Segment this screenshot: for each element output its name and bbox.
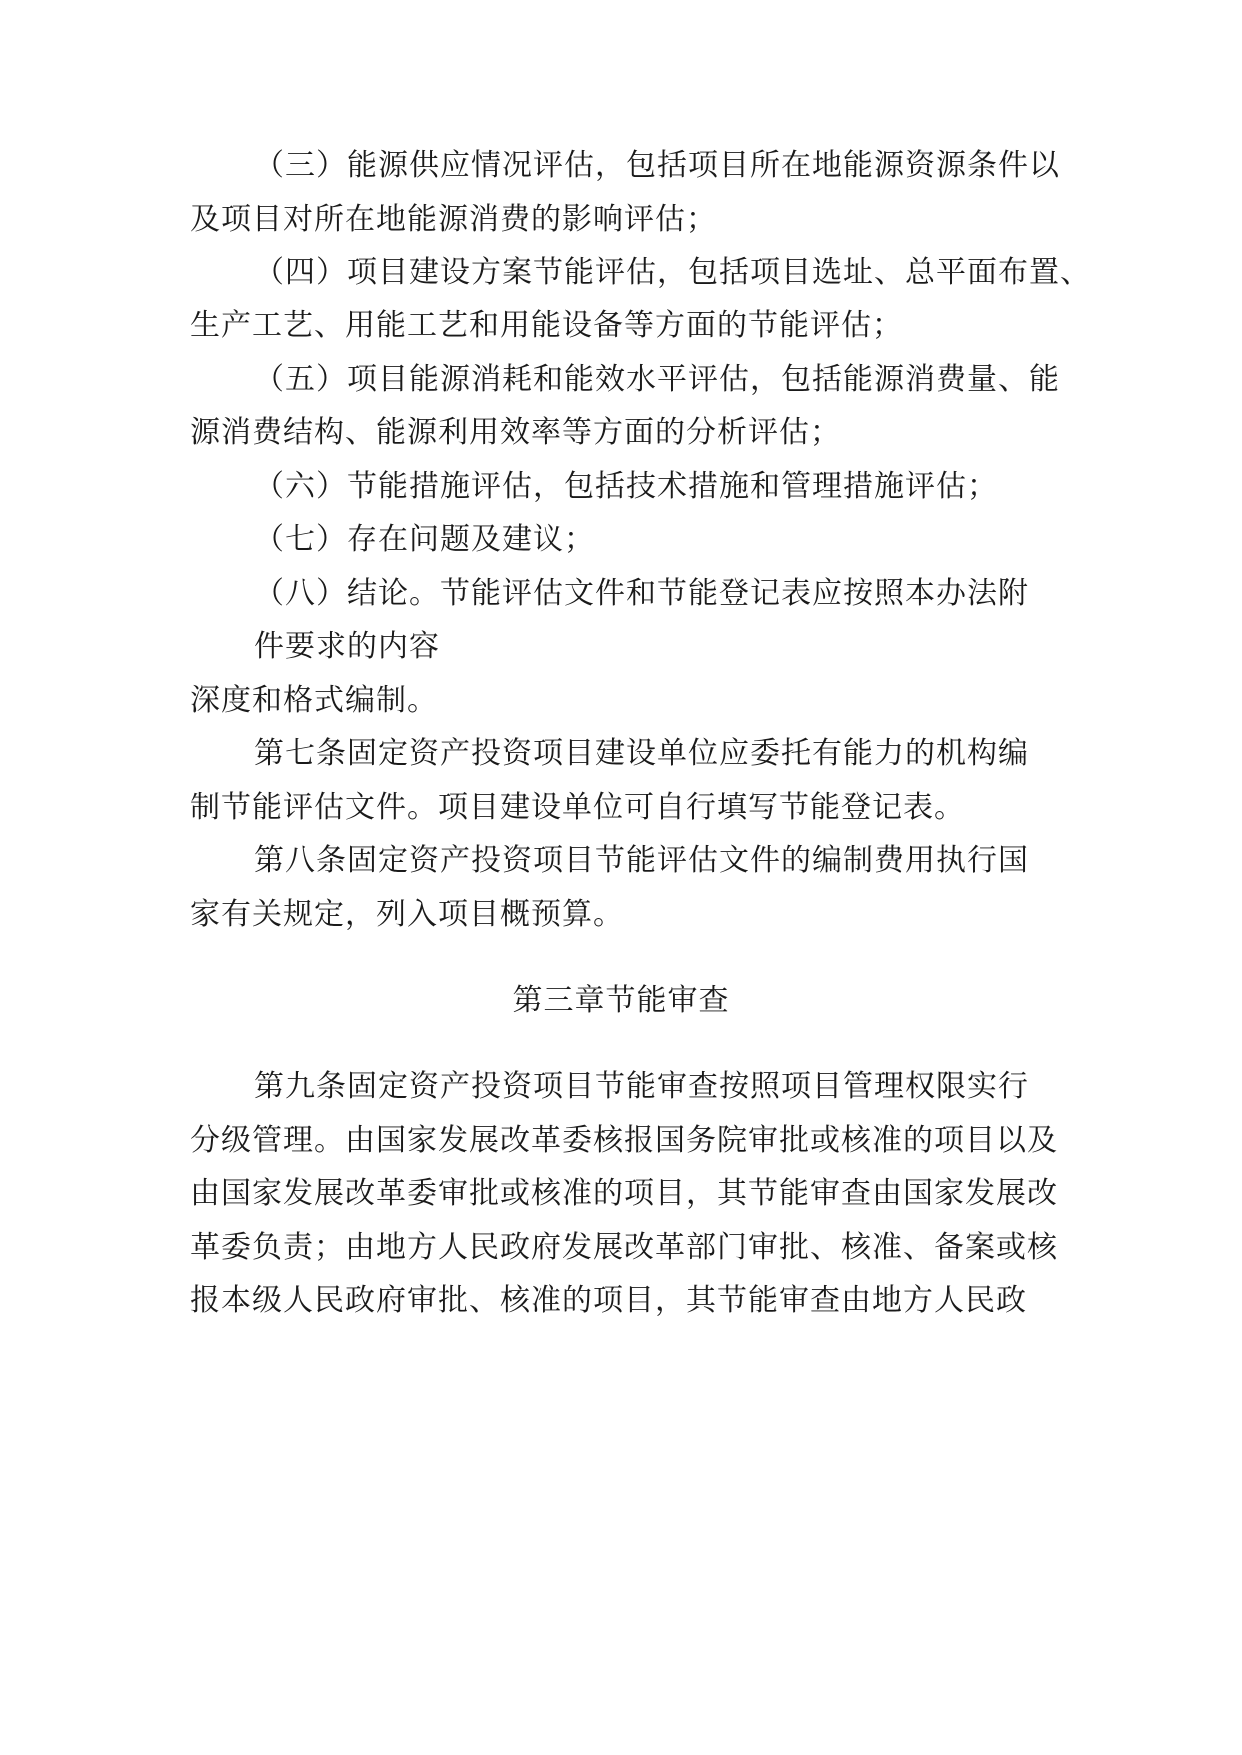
paragraph-3-line-2: 及项目对所在地能源消费的影响评估；	[190, 202, 717, 237]
paragraph-6-line-1: （六）节能措施评估，包括技术措施和管理措施评估；	[254, 469, 998, 504]
article-7-line-1: 第七条固定资产投资项目建设单位应委托有能力的机构编	[254, 736, 1029, 771]
paragraph-5-line-2: 源消费结构、能源利用效率等方面的分析评估；	[190, 415, 841, 450]
article-9-line-1: 第九条固定资产投资项目节能审查按照项目管理权限实行	[254, 1069, 1029, 1104]
article-7-line-2: 制节能评估文件。项目建设单位可自行填写节能登记表。	[190, 790, 965, 825]
article-9-line-2: 分级管理。由国家发展改革委核报国务院审批或核准的项目以及	[190, 1123, 1058, 1158]
paragraph-3-line-1: （三）能源供应情况评估，包括项目所在地能源资源条件以	[254, 148, 1060, 183]
article-9-line-5: 报本级人民政府审批、核准的项目，其节能审查由地方人民政	[190, 1283, 1027, 1318]
paragraph-7-line-1: （七）存在问题及建议；	[254, 522, 595, 557]
article-9-line-3: 由国家发展改革委审批或核准的项目，其节能审查由国家发展改	[190, 1176, 1058, 1211]
article-8-line-1: 第八条固定资产投资项目节能评估文件的编制费用执行国	[254, 843, 1029, 878]
paragraph-8-line-1: （八）结论。节能评估文件和节能登记表应按照本办法附	[254, 576, 1029, 611]
paragraph-8-line-2: 件要求的内容	[254, 629, 440, 664]
paragraph-8-line-3: 深度和格式编制。	[190, 683, 438, 718]
paragraph-5-line-1: （五）项目能源消耗和能效水平评估，包括能源消费量、能	[254, 362, 1060, 397]
paragraph-4-line-1: （四）项目建设方案节能评估，包括项目选址、总平面布置、	[254, 255, 1091, 290]
article-8-line-2: 家有关规定，列入项目概预算。	[190, 897, 624, 932]
article-9-line-4: 革委负责；由地方人民政府发展改革部门审批、核准、备案或核	[190, 1230, 1058, 1265]
paragraph-4-line-2: 生产工艺、用能工艺和用能设备等方面的节能评估；	[190, 308, 903, 343]
chapter-title: 第三章节能审查	[512, 983, 730, 1018]
